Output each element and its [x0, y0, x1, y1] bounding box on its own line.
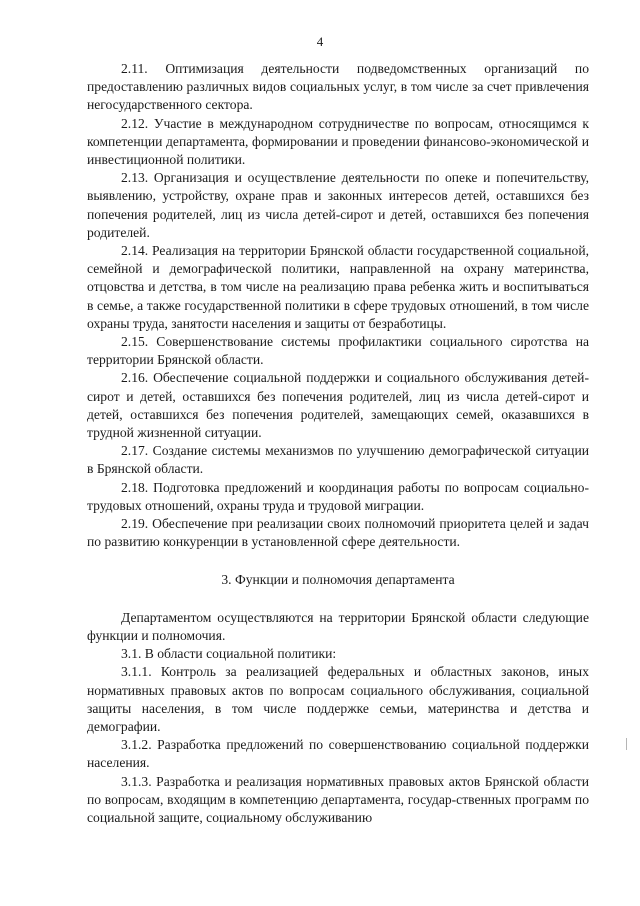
paragraph-3-1-3: 3.1.3. Разработка и реализация нормативных правовых актов Брянской области по вопросам, входящим в компетенцию департамента, государ-ственных программ по социальной защите, социальному обслуживанию: [87, 773, 589, 825]
paragraph-2-19: 2.19. Обеспечение при реализации своих полномочий приоритета целей и задач по развитию конкуренции в установленной сфере деятельности.: [87, 516, 589, 550]
paragraph-2-15: 2.15. Совершенствование системы профилактики социального сиротства на территории Брянской области.: [87, 334, 589, 368]
paragraph-2-14: 2.14. Реализация на территории Брянской области государственной социальной, семейной и демографической политики, направленной на охрану материнства, отцовства и детства, в том числе на реализацию права ребенка жить и воспитываться в семье, а также государственной политики в сфере трудовых отношений, в том числе охраны труда, занятости населения и защиты от безработицы.: [87, 243, 589, 331]
paragraph-3-1: 3.1. В области социальной политики:: [121, 646, 337, 662]
paragraph-3-1-2: 3.1.2. Разработка предложений по совершенствованию социальной поддержки населения.: [87, 737, 589, 771]
document-body: [87, 60, 589, 827]
paragraph-2-18: 2.18. Подготовка предложений и координация работы по вопросам социально-трудовых отношений, охраны труда и трудовой миграции.: [87, 479, 589, 513]
paragraph-2-12: 2.12. Участие в международном сотрудничестве по вопросам, относящимся к компетенции департамента, формировании и проведении финансово-экономической и инвестиционной политики.: [87, 115, 589, 168]
paragraph-2-11: 2.11. Оптимизация деятельности подведомственных организаций по предоставлению различных видов социальных услуг, в том числе за счет привлечения негосударственного сектора.: [87, 61, 589, 113]
paragraph-2-17: 2.17. Создание системы механизмов по улучшению демографической ситуации в Брянской области.: [87, 443, 589, 477]
scan-margin-mark: [626, 738, 627, 750]
paragraph-intro: Департаментом осуществляются на территории Брянской области следующие функции и полномочия.: [87, 609, 589, 643]
section-heading: 3. Функции и полномочия департамента: [221, 572, 455, 588]
paragraph-2-16: 2.16. Обеспечение социальной поддержки и социального обслуживания детей-сирот и детей, оставшихся без попечения родителей, лиц из числа детей-сирот и детей, оставшихся без попечения родителей, замещающих семей, оказавшихся в трудной жизненной ситуации.: [87, 370, 589, 441]
page-number: 4: [316, 34, 324, 49]
paragraph-2-13: 2.13. Организация и осуществление деятельности по опеке и попечительству, выявлению, устройству, охране прав и законных интересов детей, оставшихся без попечения родителей, лиц из числа детей-сирот и детей, оставшихся без попечения родителей.: [87, 170, 589, 240]
paragraph-3-1-1: 3.1.1. Контроль за реализацией федеральных и областных законов, иных нормативных правовых актов по вопросам социального обслуживания, социальной защиты населения, в том числе поддержке семьи, материнства и детства и демографии.: [87, 664, 589, 734]
